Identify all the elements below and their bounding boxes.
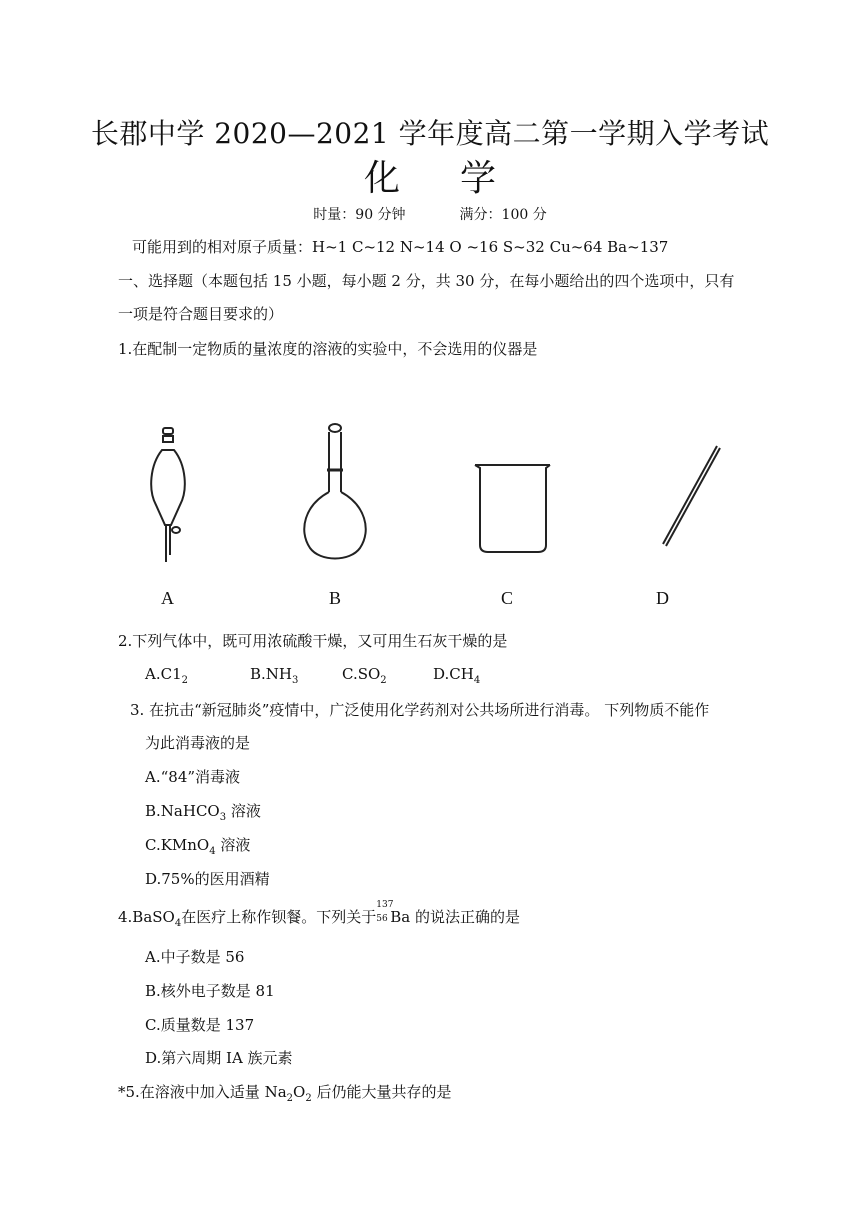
figure-label-c: C (501, 588, 514, 608)
lab-apparatus-figure (130, 420, 750, 570)
subject-title: 化学 (363, 158, 556, 199)
question-3-option-b: B.NaHCO$_3$ 溶液 (145, 802, 261, 823)
glass-rod-icon (663, 446, 720, 546)
question-2-option-d: $D.CH_4$ (433, 665, 481, 686)
question-3-option-d: D.75%的医用酒精 (145, 870, 270, 888)
section-heading-line1: 一、选择题（本题包括 15 小题，每小题 2 分，共 30 分，在每小题给出的四个选项中，只有 (118, 272, 735, 290)
full-score: 满分：100 分 (459, 207, 547, 223)
question-3-stem-line2: 为此消毒液的是 (145, 734, 251, 752)
volumetric-flask-icon (304, 424, 365, 559)
beaker-icon (475, 465, 550, 552)
figure-label-d: D (656, 588, 669, 608)
separatory-funnel-icon (151, 428, 185, 562)
question-2-option-c: $C.SO_2$ (342, 665, 387, 686)
section-heading-line2: 一项是符合题目要求的） (118, 305, 284, 323)
question-2-option-a: $A.C1_2$ (145, 665, 188, 686)
question-3-option-c: C.KMnO$_4$ 溶液 (145, 836, 251, 857)
question-2-stem: 2.下列气体中，既可用浓硫酸干燥，又可用生石灰干燥的是 (118, 632, 508, 650)
exam-title: 长郡中学 2020—2021 学年度高二第一学期入学考试 (90, 117, 770, 150)
question-4-option-c: C.质量数是 137 (145, 1016, 255, 1034)
question-1-stem: 1.在配制一定物质的量浓度的溶液的实验中，不会选用的仪器是 (118, 340, 538, 358)
time-limit: 时量：90 分钟 (313, 207, 406, 223)
exam-meta (0, 204, 860, 224)
question-4-option-b: B.核外电子数是 81 (145, 982, 275, 1000)
question-3-option-a: A.“84”消毒液 (145, 768, 241, 786)
question-4-option-d: D.第六周期 IA 族元素 (145, 1049, 293, 1067)
question-4-option-a: A.中子数是 56 (145, 948, 245, 966)
question-2-option-b: $B.NH_3$ (250, 665, 299, 686)
isotope-notation: 137 56 (376, 900, 394, 924)
figure-label-b: B (329, 588, 342, 608)
question-5-stem: *5.在溶液中加入适量 $Na_2O_2$ 后仍能大量共存的是 (118, 1083, 452, 1104)
question-4-stem: 4.BaSO$_4$在医疗上称作钡餐。下列关于 137 56 Ba 的说法正确的是 (118, 900, 521, 929)
figure-label-a: A (161, 588, 174, 608)
question-3-stem-line1: 3. 在抗击“新冠肺炎”疫情中，广泛使用化学药剂对公共场所进行消毒。 下列物质不能作 (130, 701, 710, 719)
atomic-masses: 可能用到的相对原子质量：H~1 C~12 N~14 O ~16 S~32 Cu~64 Ba~137 (132, 238, 669, 256)
